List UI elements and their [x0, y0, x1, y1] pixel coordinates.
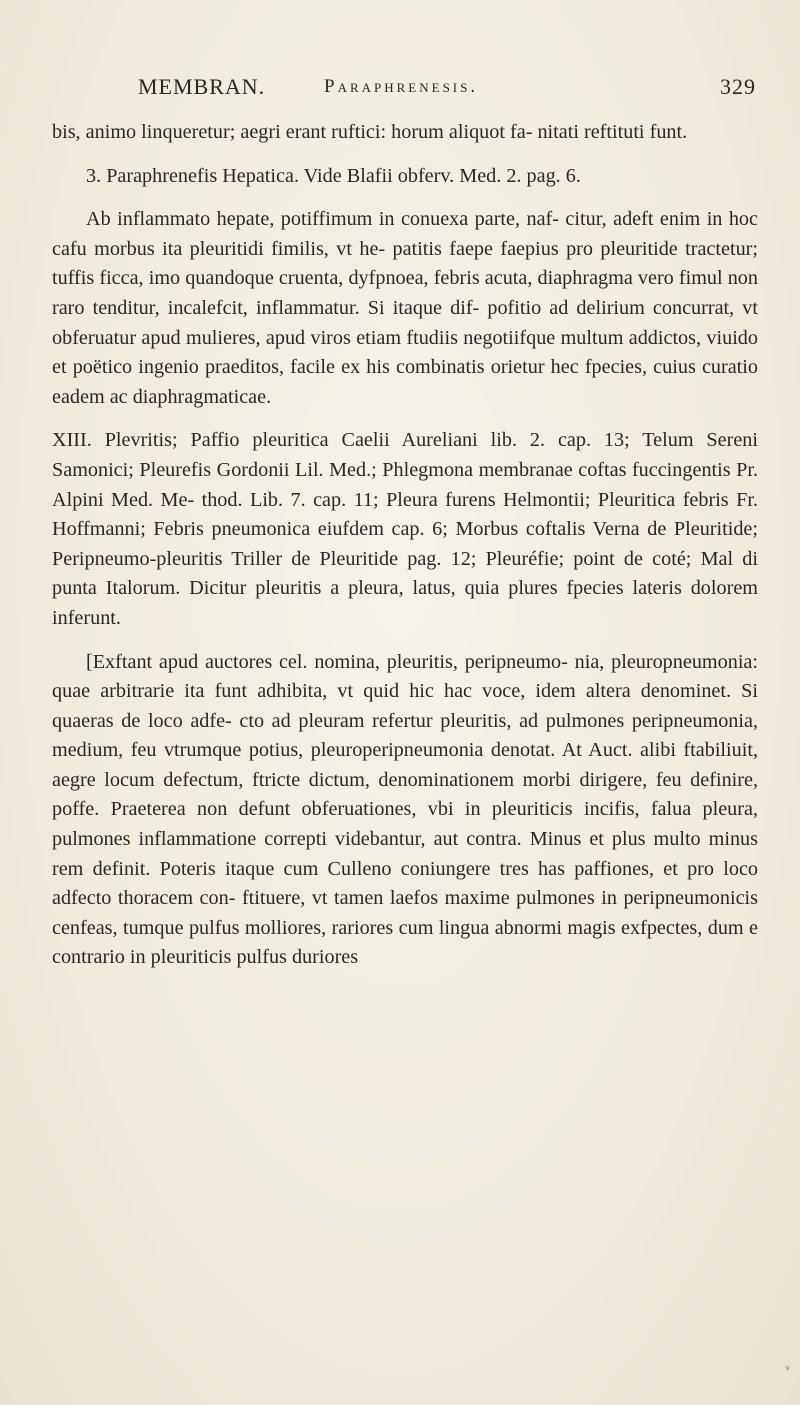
body-text	[52, 118, 758, 987]
paragraph-editor-note: [Exftant apud auctores cel. nomina, pleuritis, peripneumo- nia, pleuropneumonia: quae arbitrarie ita funt adhibita, vt quid hic hac voce, idem altera denominet. Si quaeras de loco adfe- cto ad pleuram refertur pleuritis, ad pulmones peripneumonia, medium, feu vtrumque potius, pleuroperipneumonia denotat. At Auct. alibi ftabiliuit, aegre locum defectum, ftricte dictum, denominationem morbi dirigere, feu definire, poffe. Praeterea non defunt obferuationes, vbi in pleuriticis incifis, falua pleura, pulmones inflammatione correpti videbantur, aut contra. Minus et plus multo minus rem definit. Poteris itaque cum Culleno coniungere tres has paffiones, et pro loco adfecto thoracem con- ftituere, vt tamen laefos maxime pulmones in peripneumonicis cenfeas, tumque pulfus molliores, rariores cum lingua abnormi magis exfpectes, dum e contrario in pleuriticis pulfus duriores	[52, 650, 758, 969]
paragraph-continuation: bis, animo linqueretur; aegri erant ruftici: horum aliquot fa- nitati reftituti funt.	[52, 121, 688, 143]
paragraph-paraphrenesis-hepatica: 3. Paraphrenefis Hepatica. Vide Blafii obferv. Med. 2. pag. 6.	[86, 164, 581, 187]
page-number: 329	[720, 74, 756, 99]
running-head	[138, 74, 756, 102]
topic-title: Paraphrenesis.	[324, 76, 479, 97]
paragraph-hepatitis-description: Ab inflammato hepate, potiffimum in conuexa parte, naf- citur, adeft enim in hoc cafu morbus ita pleuritidi fimilis, vt he- patitis faepe faepius pro pleuritide tractetur; tuffis ficca, imo quandoque cruenta, dyfpnoea, febris acuta, diaphragma vero fimul non raro tenditur, incalefcit, inflammatur. Si itaque dif- pofitio ad delirium concurrat, vt obferuatur apud mulieres, apud viros etiam ftudiis negotiifque multum addictos, viuido et poëtico ingenio praeditos, facile ex his combinatis orietur hec fpecies, cuius curatio eadem ac diaphragmaticae.	[52, 208, 758, 408]
section-title: MEMBRAN.	[138, 74, 266, 99]
paragraph-pleuritis-heading: XIII. Plevritis; Paffio pleuritica Caelii Aureliani lib. 2. cap. 13; Telum Sereni Samonici; Pleurefis Gordonii Lil. Med.; Phlegmona membranae coftas fuccingentis Pr. Alpini Med. Me- thod. Lib. 7. cap. 11; Pleura furens Helmontii; Pleuritica febris Fr. Hoffmanni; Febris pneumonica eiufdem cap. 6; Morbus coftalis Verna de Pleuritide; Peripneumo-pleuritis Triller de Pleuritide pag. 12; Pleuréfie; point de coté; Mal di punta Italorum. Dicitur pleuritis a pleura, latus, quia plures fpecies lateris dolorem inferunt.	[52, 429, 758, 629]
ink-mark: ᵛ	[785, 1363, 790, 1377]
